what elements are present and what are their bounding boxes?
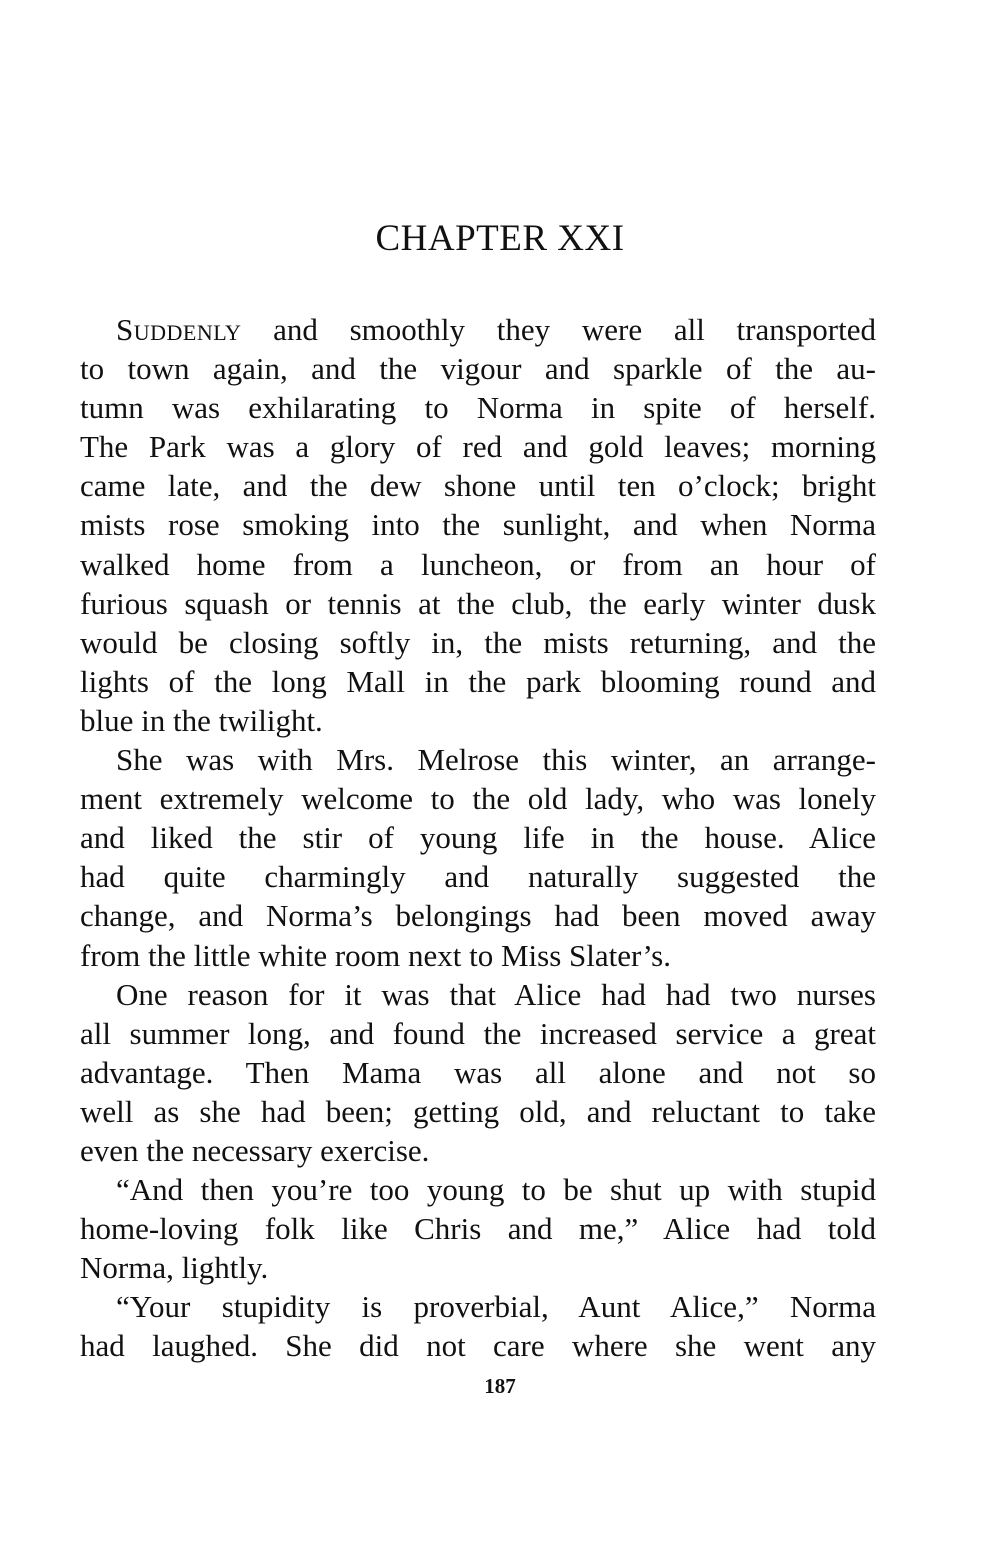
page-number: 187 xyxy=(484,1374,516,1398)
text-line-15: had quite charmingly and naturally suggested the xyxy=(80,859,876,895)
opening-word: Suddenly xyxy=(116,312,242,347)
text-line-26: “Your stupidity is proverbial, Aunt Alice,” Norma xyxy=(116,1289,876,1325)
text-line-24: home-loving folk like Chris and me,” Alice had told xyxy=(80,1211,876,1247)
text-line-27: had laughed. She did not care where she went any xyxy=(80,1328,876,1364)
text-line-10: lights of the long Mall in the park blooming round and xyxy=(80,663,876,699)
body-text xyxy=(80,310,876,1366)
text-line-20: advantage. Then Mama was all alone and not so xyxy=(80,1054,876,1090)
text-line-1: and smoothly they were all transported xyxy=(241,312,876,347)
text-line-3: tumn was exhilarating to Norma in spite of herself. xyxy=(80,390,876,426)
chapter-title: CHAPTER XXI xyxy=(375,218,625,259)
text-line-16: change, and Norma’s belongings had been moved away xyxy=(80,898,876,934)
text-line-13: ment extremely welcome to the old lady, who was lonely xyxy=(80,781,876,817)
text-line-23: “And then you’re too young to be shut up with stupid xyxy=(116,1172,876,1208)
text-line-25: Norma, lightly. xyxy=(80,1250,269,1286)
text-line-22: even the necessary exercise. xyxy=(80,1132,430,1168)
text-line-17: from the little white room next to Miss Slater’s. xyxy=(80,937,671,973)
text-line-6: mists rose smoking into the sunlight, and when Norma xyxy=(80,507,876,543)
text-line-12: She was with Mrs. Melrose this winter, an arrange- xyxy=(116,742,876,778)
text-line-7: walked home from a luncheon, or from an hour of xyxy=(80,546,876,582)
text-line-18: One reason for it was that Alice had had two nurses xyxy=(116,976,876,1012)
text-line xyxy=(80,310,876,349)
text-line-11: blue in the twilight. xyxy=(80,702,323,738)
text-line-19: all summer long, and found the increased service a great xyxy=(80,1015,876,1051)
text-line-2: to town again, and the vigour and sparkle of the au- xyxy=(80,351,876,387)
text-line-21: well as she had been; getting old, and reluctant to take xyxy=(80,1093,876,1129)
text-line-9: would be closing softly in, the mists returning, and the xyxy=(80,624,876,660)
text-line-14: and liked the stir of young life in the house. Alice xyxy=(80,820,876,856)
text-line-4: The Park was a glory of red and gold leaves; morning xyxy=(80,429,876,465)
text-line-5: came late, and the dew shone until ten o’clock; bright xyxy=(80,468,876,504)
text-line-8: furious squash or tennis at the club, the early winter dusk xyxy=(80,585,876,621)
